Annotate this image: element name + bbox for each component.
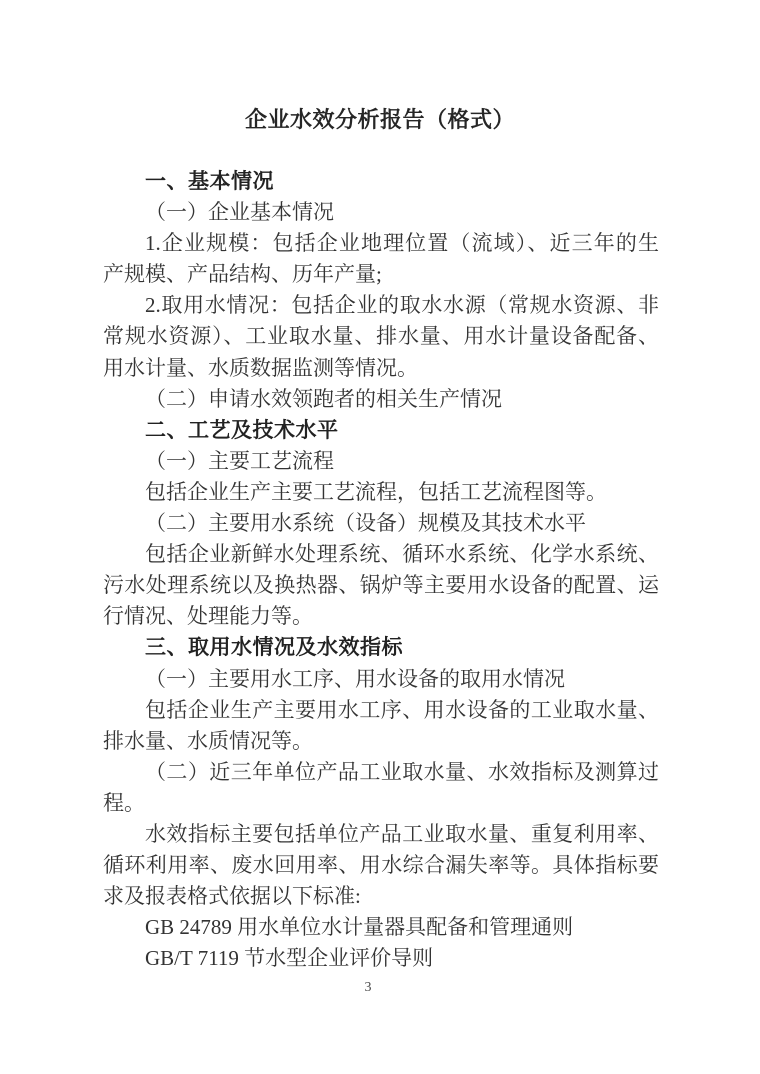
section-heading-2: 二、工艺及技术水平 [145,418,339,442]
standard-reference: GB/T 7119 节水型企业评价导则 [145,946,434,971]
paragraph-line: （二）近三年单位产品工业取水量、水效指标及测算过 [145,759,659,784]
subsection-heading: （一）主要用水工序、用水设备的取用水情况 [145,666,565,691]
page-number: 3 [364,980,372,995]
paragraph-line: 程。 [103,790,145,815]
subsection-heading: （二）主要用水系统（设备）规模及其技术水平 [145,511,586,536]
paragraph-line: 1.企业规模：包括企业地理位置（流域）、近三年的生 [145,231,659,256]
paragraph-line: 求及报表格式依据以下标准: [103,884,361,909]
section-heading-1: 一、基本情况 [145,170,274,193]
paragraph-line: 循环利用率、废水回用率、用水综合漏失率等。具体指标要 [103,853,659,878]
page-title: 企业水效分析报告（格式） [244,107,515,132]
paragraph-line: 包括企业新鲜水处理系统、循环水系统、化学水系统、 [145,542,659,567]
standard-reference: GB 24789 用水单位水计量器具配备和管理通则 [145,915,574,940]
subsection-heading: （一）企业基本情况 [145,200,334,225]
paragraph-line: 水效指标主要包括单位产品工业取水量、重复利用率、 [145,821,659,846]
paragraph-line: 产规模、产品结构、历年产量; [103,262,382,287]
paragraph-line: 行情况、处理能力等。 [103,604,313,629]
paragraph-line: 包括企业生产主要工艺流程，包括工艺流程图等。 [145,479,607,504]
section-heading-3: 三、取用水情况及水效指标 [145,636,403,660]
subsection-heading: （二）申请水效领跑者的相关生产情况 [145,386,502,411]
paragraph-line: 2.取用水情况：包括企业的取水水源（常规水资源、非 [145,293,659,318]
paragraph-line: 排水量、水质情况等。 [103,728,313,753]
subsection-heading: （一）主要工艺流程 [145,448,334,473]
paragraph-line: 污水处理系统以及换热器、锅炉等主要用水设备的配置、运 [103,573,659,598]
paragraph-line: 包括企业生产主要用水工序、用水设备的工业取水量、 [145,697,659,722]
paragraph-line: 常规水资源）、工业取水量、排水量、用水计量设备配备、 [103,324,659,349]
document-body [103,166,659,974]
paragraph-line: 用水计量、水质数据监测等情况。 [103,355,418,380]
